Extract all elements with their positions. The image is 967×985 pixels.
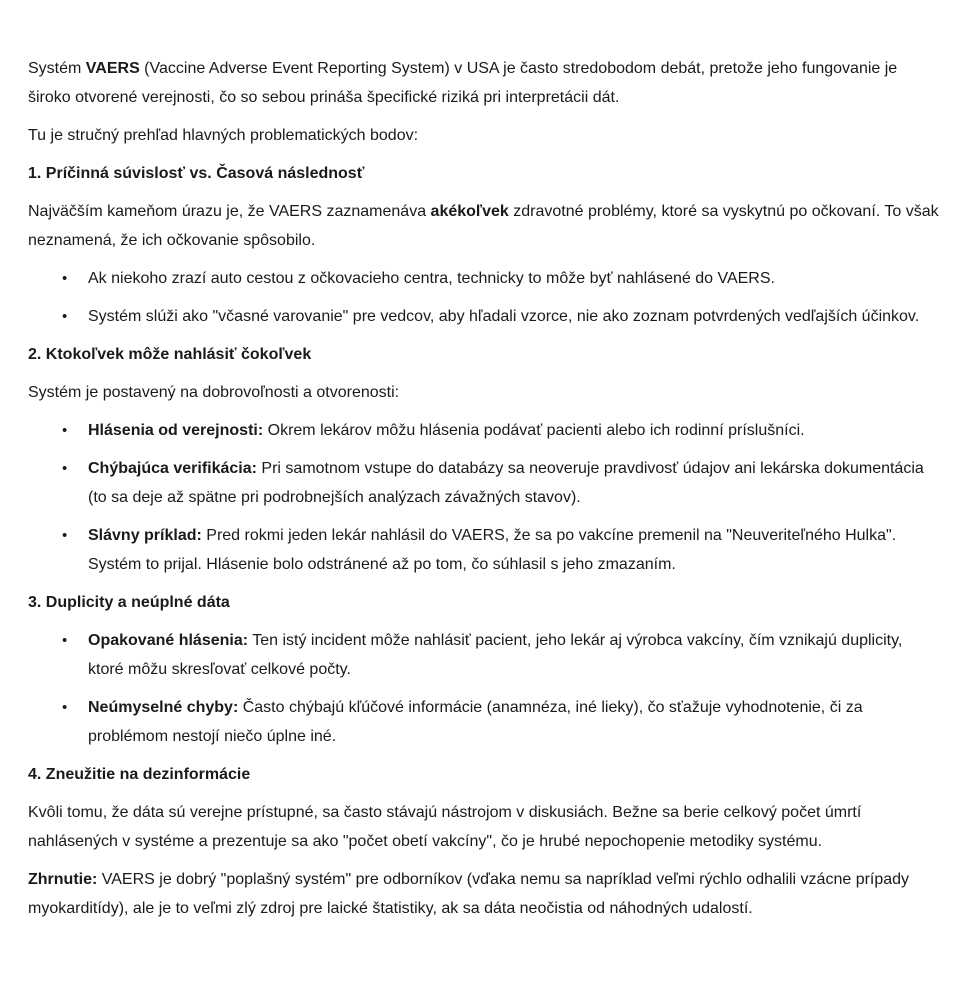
section3-bullet-list xyxy=(28,626,939,751)
list-item xyxy=(28,416,939,445)
list-item-text: Ak niekoho zrazí auto cestou z očkovacieho centra, technicky to môže byť nahlásené do VAERS. xyxy=(88,270,775,287)
list-item-text xyxy=(88,626,939,684)
list-item-text: Systém slúži ako "včasné varovanie" pre vedcov, aby hľadali vzorce, nie ako zoznam potvrdených vedľajších účinkov. xyxy=(88,308,920,325)
section2-heading: 2. Ktokoľvek môže nahlásiť čokoľvek xyxy=(28,346,312,363)
section3-heading: 3. Duplicity a neúplné dáta xyxy=(28,594,230,611)
bold-term-akekolvek: akékoľvek xyxy=(430,203,509,220)
section4-heading: 4. Zneužitie na dezinformácie xyxy=(28,766,251,783)
paragraph-text: Systém xyxy=(28,60,86,77)
list-item xyxy=(28,626,939,684)
list-item xyxy=(28,693,939,751)
paragraph-text: zdravotné problémy, ktoré sa vyskytnú po očkovaní. To však neznamená, že ich očkovanie spôsobilo. xyxy=(28,203,939,249)
summary-paragraph xyxy=(28,865,939,923)
list-item-lead: Neúmyselné chyby: xyxy=(88,699,239,716)
bullet-icon: • xyxy=(62,527,68,544)
overview-paragraph: Tu je stručný prehľad hlavných problematických bodov: xyxy=(28,127,419,144)
bullet-icon: • xyxy=(62,270,68,287)
list-item xyxy=(28,521,939,579)
bold-term-vaers: VAERS xyxy=(85,60,140,77)
section1-heading: 1. Príčinná súvislosť vs. Časová následnosť xyxy=(28,165,365,182)
list-item xyxy=(28,302,939,331)
intro-paragraph xyxy=(28,54,939,112)
list-item-text xyxy=(88,693,939,751)
section2-bullet-list xyxy=(28,416,939,579)
list-item-body: Pri samotnom vstupe do databázy sa neoveruje pravdivosť údajov ani lekárska dokumentácia (to sa deje až spätne pri podrobnejších analýzach závažných stavov). xyxy=(88,460,924,506)
paragraph-text: (Vaccine Adverse Event Reporting System) v USA je často stredobodom debát, pretože jeho fungovanie je široko otvorené verejnosti, čo so sebou prináša špecifické riziká pri interpretácii dát. xyxy=(28,60,898,106)
bullet-icon: • xyxy=(62,632,68,649)
section4-paragraph: Kvôli tomu, že dáta sú verejne prístupné, sa často stávajú nástrojom v diskusiách. Bežne sa berie celkový počet úmrtí nahlásených v systéme a prezentuje sa ako "počet obetí vakcíny", čo je hrubé nepochopenie metodiky systému. xyxy=(28,804,862,850)
list-item xyxy=(28,264,939,293)
list-item-lead: Hlásenia od verejnosti: xyxy=(88,422,264,439)
bullet-icon: • xyxy=(62,308,68,325)
summary-body: VAERS je dobrý "poplašný systém" pre odborníkov (vďaka nemu sa napríklad veľmi rýchlo odhalili vzácne prípady myokarditídy), ale je to veľmi zlý zdroj pre laické štatistiky, ak sa dáta neočistia od náhodných udalostí. xyxy=(28,871,910,917)
list-item-text xyxy=(88,521,939,579)
paragraph-text: Najväčším kameňom úrazu je, že VAERS zaznamenáva xyxy=(28,203,431,220)
section2-paragraph: Systém je postavený na dobrovoľnosti a otvorenosti: xyxy=(28,384,400,401)
list-item xyxy=(28,454,939,512)
list-item-text xyxy=(88,454,939,512)
bullet-icon: • xyxy=(62,699,68,716)
summary-lead: Zhrnutie: xyxy=(28,871,98,888)
list-item-body: Často chýbajú kľúčové informácie (anamnéza, iné lieky), čo sťažuje vyhodnotenie, či za problémom nestojí niečo úplne iné. xyxy=(88,699,863,745)
list-item-body: Ten istý incident môže nahlásiť pacient, jeho lekár aj výrobca vakcíny, čím vznikajú duplicity, ktoré môžu skresľovať celkové počty. xyxy=(88,632,903,678)
list-item-lead: Opakované hlásenia: xyxy=(88,632,249,649)
bullet-icon: • xyxy=(62,460,68,477)
bullet-icon: • xyxy=(62,422,68,439)
list-item-lead: Chýbajúca verifikácia: xyxy=(88,460,257,477)
list-item-text xyxy=(88,416,939,445)
list-item-body: Okrem lekárov môžu hlásenia podávať pacienti alebo ich rodinní príslušníci. xyxy=(263,422,805,439)
list-item-lead: Slávny príklad: xyxy=(88,527,202,544)
list-item-body: Pred rokmi jeden lekár nahlásil do VAERS, že sa po vakcíne premenil na "Neuveriteľného Hulka". Systém to prijal. Hlásenie bolo odstránené až po tom, čo súhlasil s jeho zmazaním. xyxy=(88,527,897,573)
section1-paragraph xyxy=(28,197,939,255)
section1-bullet-list xyxy=(28,264,939,331)
